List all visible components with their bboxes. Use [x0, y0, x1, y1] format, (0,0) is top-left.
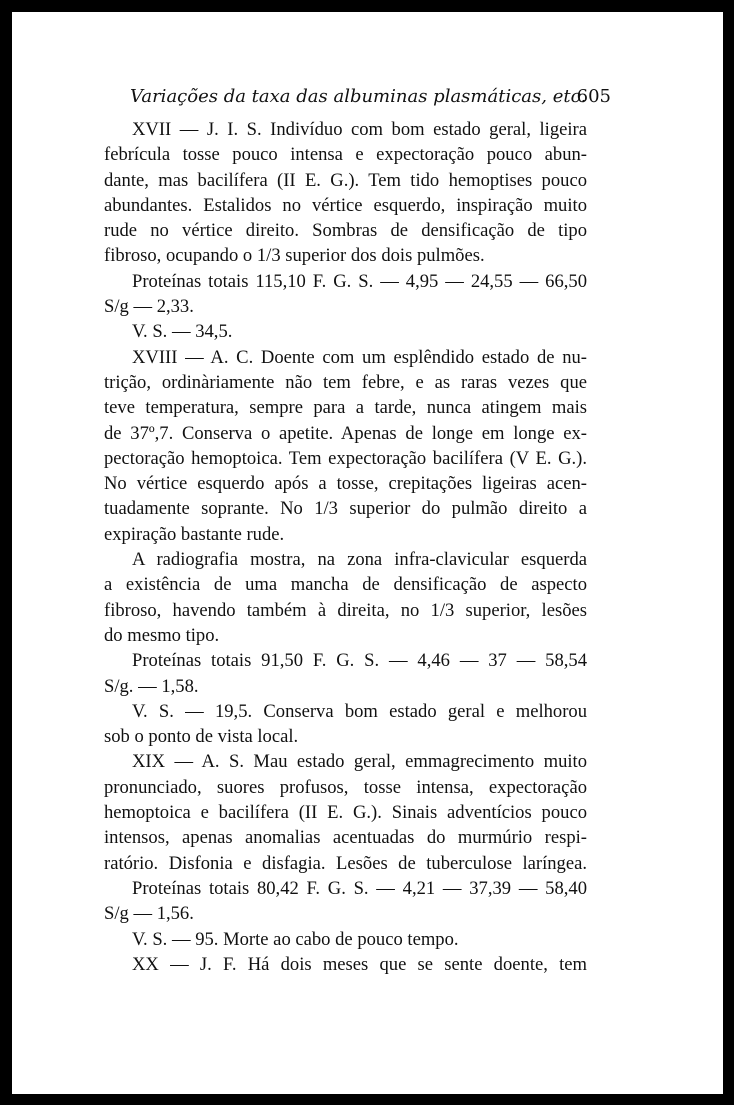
- text-line: ratório. Disfonia e disfagia. Lesões de tuberculose laríngea.: [104, 852, 587, 874]
- text-line: de 37º,7. Conserva o apetite. Apenas de longe em longe ex-: [104, 422, 587, 444]
- text-line: Proteínas totais 115,10 F. G. S. — 4,95 — 24,55 — 66,50: [132, 270, 587, 292]
- text-line: XVIII — A. C. Doente com um esplêndido estado de nu-: [132, 346, 587, 368]
- text-line: pronunciado, suores profusos, tosse intensa, expectoração: [104, 776, 587, 798]
- text-line: dante, mas bacilífera (II E. G.). Tem tido hemoptises pouco: [104, 169, 587, 191]
- text-line: febrícula tosse pouco intensa e expectoração pouco abun-: [104, 144, 587, 166]
- text-line: V. S. — 19,5. Conserva bom estado geral e melhorou: [132, 700, 587, 722]
- text-line: A radiografia mostra, na zona infra-clavicular esquerda: [132, 549, 587, 571]
- text-line: Proteínas totais 91,50 F. G. S. — 4,46 — 37 — 58,54: [132, 650, 587, 672]
- text-line: fibroso, havendo também à direita, no 1/3 superior, lesões: [104, 599, 587, 621]
- text-line: tuadamente soprante. No 1/3 superior do pulmão direito a: [104, 498, 587, 520]
- text-line: intensos, apenas anomalias acentuadas do murmúrio respi-: [104, 827, 587, 849]
- body-text: [104, 117, 587, 977]
- text-line: V. S. — 34,5.: [132, 321, 233, 343]
- text-line: XVII — J. I. S. Indivíduo com bom estado geral, ligeira: [132, 119, 587, 140]
- text-line: hemoptoica e bacilífera (II E. G.). Sinais adventícios pouco: [104, 802, 587, 824]
- text-line: XX — J. F. Há dois meses que se sente doente, tem: [132, 953, 587, 975]
- text-line: S/g — 2,33.: [104, 296, 194, 318]
- text-line: expiração bastante rude.: [104, 523, 285, 545]
- text-line: do mesmo tipo.: [104, 624, 220, 646]
- text-line: trição, ordinàriamente não tem febre, e as raras vezes que: [104, 371, 587, 393]
- text-line: No vértice esquerdo após a tosse, crepitações ligeiras acen-: [104, 473, 587, 495]
- text-line: rude no vértice direito. Sombras de densificação de tipo: [104, 220, 587, 242]
- text-line: V. S. — 95. Morte ao cabo de pouco tempo.: [132, 928, 459, 950]
- text-line: S/g — 1,56.: [104, 903, 194, 925]
- text-line: S/g. — 1,58.: [104, 675, 199, 697]
- text-line: teve temperatura, sempre para a tarde, nunca atingem mais: [104, 397, 587, 419]
- text-line: sob o ponto de vista local.: [104, 726, 299, 748]
- text-line: Proteínas totais 80,42 F. G. S. — 4,21 — 37,39 — 58,40: [132, 877, 587, 899]
- text-line: abundantes. Estalidos no vértice esquerdo, inspiração muito: [104, 194, 587, 216]
- text-line: pectoração hemoptoica. Tem expectoração bacilífera (V E. G.).: [104, 447, 587, 469]
- text-line: a existência de uma mancha de densificação de aspecto: [104, 574, 587, 596]
- page-number: 605: [576, 86, 611, 107]
- text-line: fibroso, ocupando o 1/3 superior dos dois pulmões.: [104, 245, 485, 267]
- running-title: Variações da taxa das albuminas plasmáticas, etc.: [130, 86, 587, 107]
- text-line: XIX — A. S. Mau estado geral, emmagrecimento muito: [132, 751, 587, 773]
